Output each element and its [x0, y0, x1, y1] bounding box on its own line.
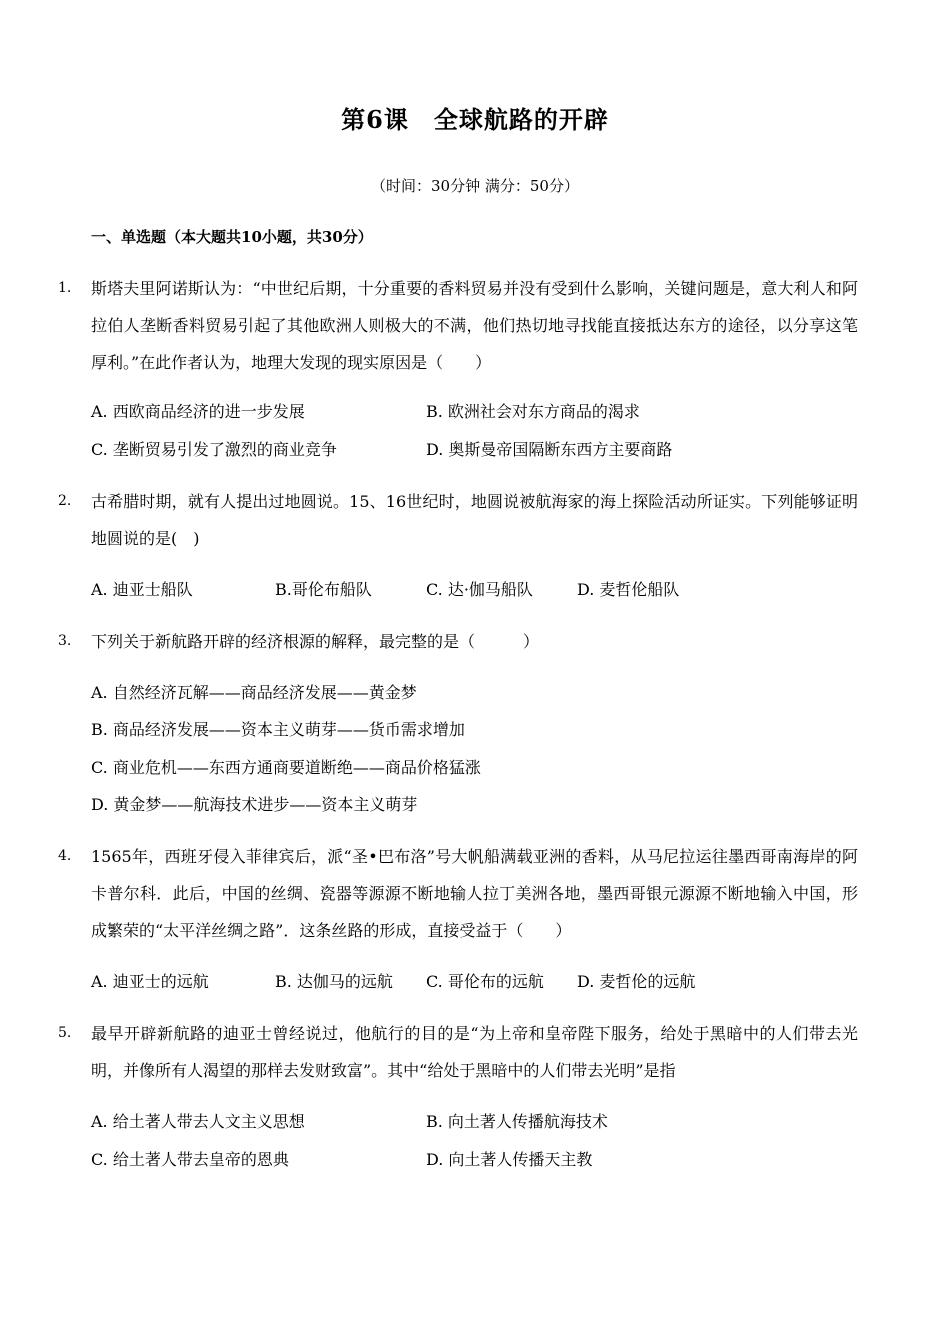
option-d: D. 向土著人传播天主教	[426, 1150, 593, 1169]
section-heading: 一、单选题（本大题共10小题，共30分）	[91, 228, 373, 246]
option-c: C. 垄断贸易引发了激烈的商业竞争	[91, 440, 337, 459]
question-stem: 最早开辟新航路的迪亚士曾经说过，他航行的目的是“为上帝和皇帝陛下服务，给处于黑暗中的人们带去光明，并像所有人渴望的那样去发财致富”。其中“给处于黑暗中的人们带去光明”是指	[91, 1024, 858, 1080]
question-number: 3.	[58, 633, 72, 649]
question-4	[58, 838, 858, 949]
question-number: 1.	[58, 280, 72, 296]
question-stem: 古希腊时期，就有人提出过地圆说。15、16世纪时，地圆说被航海家的海上探险活动所证实。下列能够证明地圆说的是( )	[91, 492, 858, 548]
question-stem: 1565年，西班牙侵入菲律宾后，派“圣•巴布洛”号大帆船满载亚洲的香料，从马尼拉运往墨西哥南海岸的阿卡普尔科．此后，中国的丝绸、瓷器等源源不断地输人拉丁美洲各地，墨西哥银元源源不断地输入中国，形成繁荣的“太平洋丝绸之路”．这条丝路的形成，直接受益于（ ）	[91, 847, 858, 940]
option-a: A. 迪亚士船队	[91, 580, 193, 599]
exam-info: （时间：30分钟 满分：50分）	[371, 177, 579, 195]
option-b: B.哥伦布船队	[275, 580, 372, 599]
option-c: C. 给土著人带去皇帝的恩典	[91, 1150, 289, 1169]
option-b: B. 达伽马的远航	[275, 972, 393, 991]
option-c: C. 达·伽马船队	[426, 580, 533, 599]
question-stem: 斯塔夫里阿诺斯认为：“中世纪后期，十分重要的香料贸易并没有受到什么影响，关键问题是，意大利人和阿拉伯人垄断香料贸易引起了其他欧洲人则极大的不满，他们热切地寻找能直接抵达东方的途径，以分享这笔厚利。”在此作者认为，地理大发现的现实原因是（ ）	[91, 279, 858, 372]
option-a: A. 自然经济瓦解——商品经济发展——黄金梦	[91, 683, 417, 702]
question-2	[58, 483, 858, 557]
option-d: D. 奥斯曼帝国隔断东西方主要商路	[426, 440, 673, 459]
option-c: C. 哥伦布的远航	[426, 972, 544, 991]
option-d: D. 麦哲伦船队	[577, 580, 680, 599]
option-d: D. 黄金梦——航海技术进步——资本主义萌芽	[91, 795, 418, 814]
question-1	[58, 270, 858, 381]
question-5	[58, 1015, 858, 1089]
option-a: A. 西欧商品经济的进一步发展	[91, 402, 305, 421]
option-a: A. 迪亚士的远航	[91, 972, 209, 991]
question-number: 4.	[58, 848, 72, 864]
question-3	[58, 623, 858, 660]
question-number: 5.	[58, 1025, 72, 1041]
question-stem: 下列关于新航路开辟的经济根源的解释，最完整的是（ ）	[91, 632, 540, 651]
option-b: B. 商品经济发展——资本主义萌芽——货币需求增加	[91, 720, 465, 739]
page-title: 第6课 全球航路的开辟	[341, 105, 609, 134]
option-a: A. 给土著人带去人文主义思想	[91, 1112, 305, 1131]
option-d: D. 麦哲伦的远航	[577, 972, 696, 991]
option-b: B. 向土著人传播航海技术	[426, 1112, 608, 1131]
question-number: 2.	[58, 493, 72, 509]
option-c: C. 商业危机——东西方通商要道断绝——商品价格猛涨	[91, 758, 481, 777]
option-b: B. 欧洲社会对东方商品的渴求	[426, 402, 640, 421]
